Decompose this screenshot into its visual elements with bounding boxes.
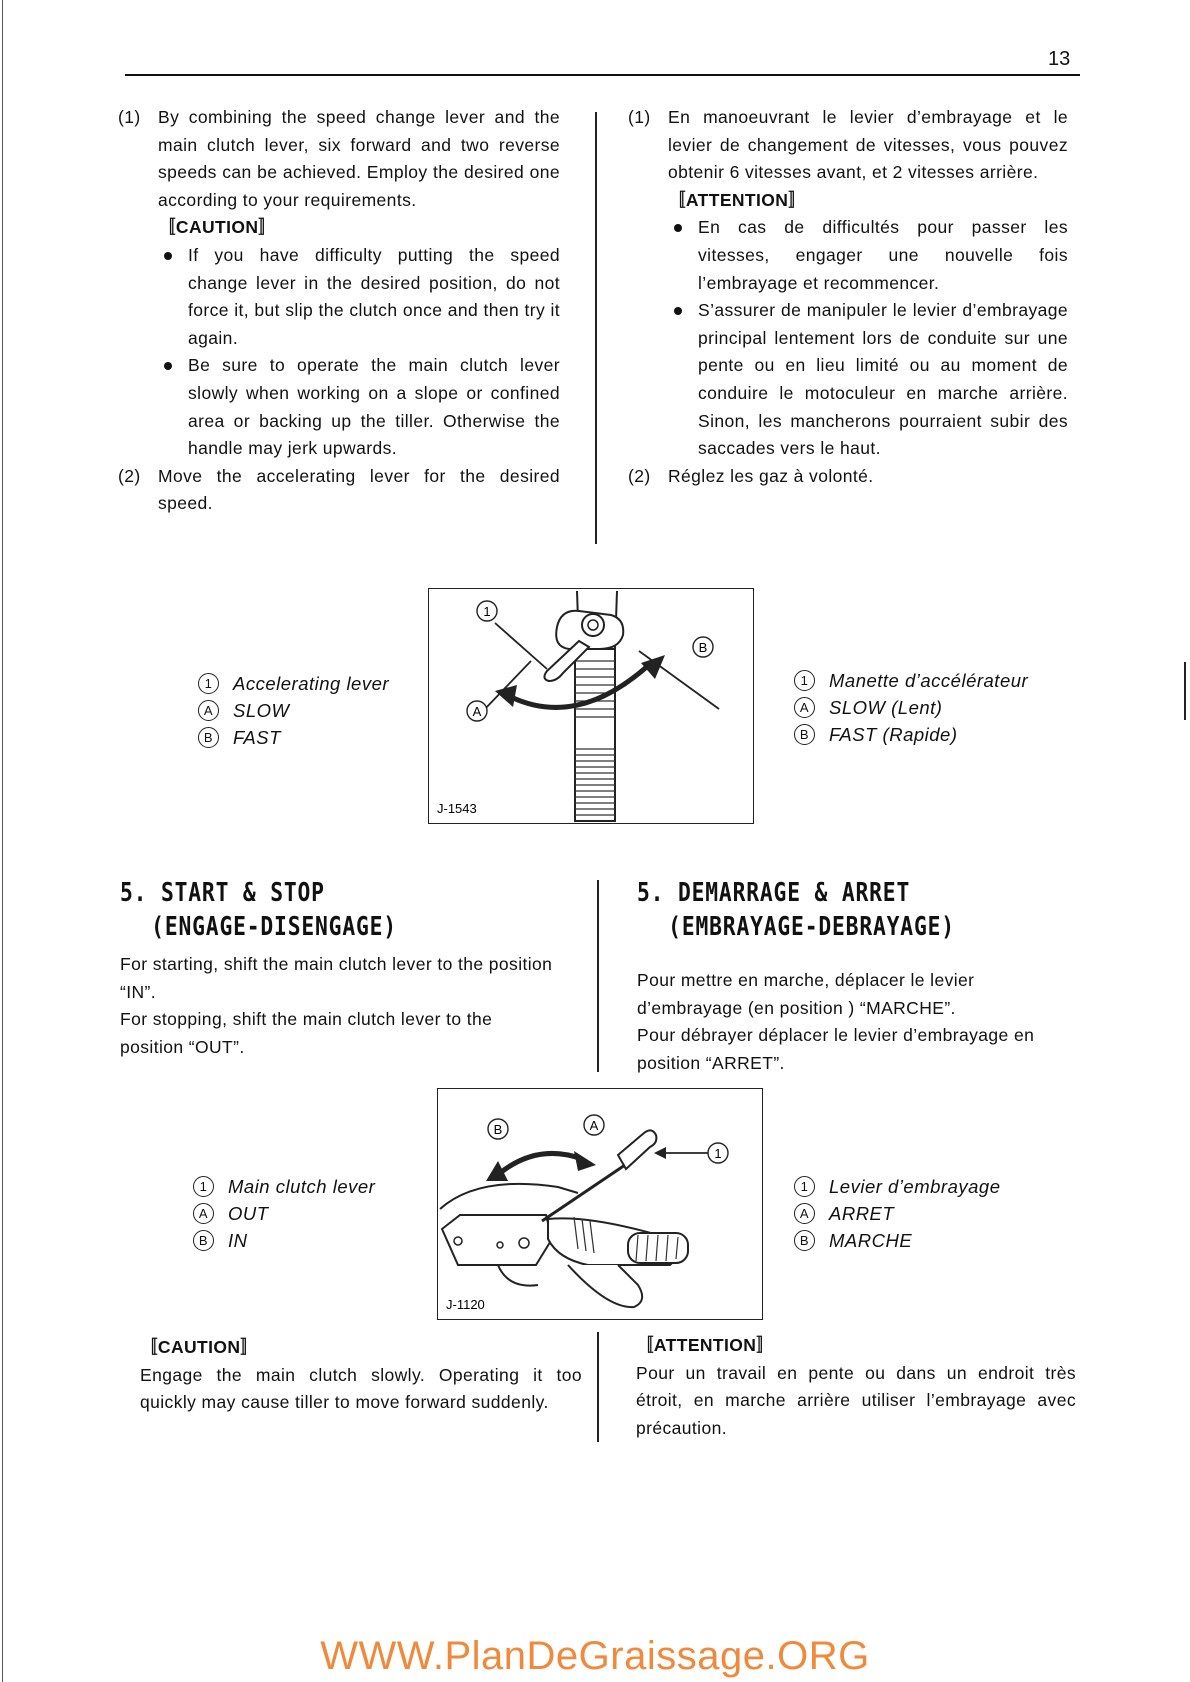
legend-text: ARRET	[829, 1203, 895, 1224]
column-divider-middle	[597, 880, 599, 1072]
legend-row	[794, 694, 1028, 721]
figure2-legend-fr	[794, 1173, 1000, 1254]
legend-row	[198, 670, 389, 697]
legend-text: IN	[228, 1230, 248, 1251]
legend-text: FAST	[233, 727, 281, 748]
legend-symbol: B	[794, 1230, 815, 1251]
fr-item-1	[628, 104, 1068, 187]
figure-code: J-1543	[437, 801, 477, 816]
figure2-legend-en	[193, 1173, 375, 1254]
en-item-1	[118, 104, 560, 214]
legend-text: FAST (Rapide)	[829, 724, 958, 745]
item-text: Move the accelerating lever for the desired speed.	[158, 465, 560, 514]
item-text: Réglez les gaz à volonté.	[668, 465, 874, 486]
bullet-text: En cas de difficultés pour passer les vitesses, engager une nouvelle fois l’embrayage et recommencer.	[698, 217, 1068, 293]
legend-row	[193, 1227, 375, 1254]
legend-symbol: A	[794, 697, 815, 718]
callout-a: A	[589, 1118, 599, 1133]
legend-row	[794, 1173, 1000, 1200]
legend-text: Accelerating lever	[233, 673, 390, 694]
legend-symbol: A	[193, 1203, 214, 1224]
page-number: 13	[1048, 48, 1071, 70]
legend-text: Manette d’accélérateur	[829, 670, 1029, 691]
caution-label: 〚CAUTION〛	[140, 1337, 259, 1357]
callout-1: 1	[483, 604, 491, 619]
caution-label: 〚CAUTION〛	[158, 217, 277, 238]
scan-edge-mark	[1184, 662, 1186, 720]
paragraph: Pour mettre en marche, déplacer le levier d’embrayage (en position ) “MARCHE”.	[637, 970, 975, 1018]
bullet-icon	[674, 307, 682, 315]
attention-label: 〚ATTENTION〛	[668, 189, 807, 210]
header-rule	[125, 74, 1080, 76]
figure-accelerating-lever	[428, 588, 754, 824]
item-text: En manoeuvrant le levier d’embrayage et le levier de changement de vitesses, vous pouvez obtenir 6 vitesses avant, et 2 vitesses arrière.	[668, 107, 1068, 183]
bullet-icon	[674, 224, 682, 232]
caution-en	[140, 1334, 582, 1417]
callout-b: B	[698, 640, 708, 655]
item-number: (1)	[628, 107, 651, 127]
legend-text: OUT	[228, 1203, 269, 1224]
legend-row	[193, 1200, 375, 1227]
fr-item-2	[628, 463, 1068, 491]
bullet-text: If you have difficulty putting the speed change lever in the desired position, do not force it, but slip the clutch once and then try it again.	[188, 244, 560, 348]
bullet-item	[668, 214, 1068, 297]
legend-row	[794, 1227, 1000, 1254]
legend-text: Levier d’embrayage	[829, 1176, 1001, 1197]
item-number: (2)	[118, 465, 141, 486]
figure-code: J-1120	[446, 1297, 485, 1312]
figure1-legend-fr	[794, 667, 1028, 748]
callout-a: A	[472, 704, 482, 719]
accelerating-lever-illustration	[429, 589, 753, 823]
attention-label: 〚ATTENTION〛	[636, 1335, 775, 1355]
bullet-item	[668, 297, 1068, 463]
heading-line-1: 5. DEMARRAGE & ARRET	[637, 878, 911, 908]
legend-text: SLOW	[233, 700, 290, 721]
legend-symbol: A	[198, 700, 219, 721]
figure-main-clutch-lever	[437, 1088, 763, 1320]
paragraph: For stopping, shift the main clutch lever to the position “OUT”.	[120, 1009, 493, 1057]
scan-edge-line	[2, 0, 3, 1682]
legend-text: SLOW (Lent)	[829, 697, 943, 718]
item-number: (2)	[628, 465, 651, 486]
bullet-icon	[164, 252, 172, 260]
legend-row	[198, 724, 389, 751]
heading-line-2: (EMBRAYAGE-DEBRAYAGE)	[668, 912, 955, 942]
legend-symbol: B	[794, 724, 815, 745]
paragraph: Pour débrayer déplacer le levier d’embrayage en position “ARRET”.	[637, 1025, 1035, 1073]
clutch-lever-illustration	[438, 1089, 762, 1319]
bullet-icon	[164, 362, 172, 370]
legend-symbol: 1	[198, 673, 219, 694]
legend-text: Main clutch lever	[228, 1176, 376, 1197]
legend-symbol: A	[794, 1203, 815, 1224]
fr-instructions	[628, 104, 1068, 490]
legend-symbol: 1	[794, 670, 815, 691]
legend-text: MARCHE	[829, 1230, 913, 1251]
heading-line-1: 5. START & STOP	[120, 878, 325, 908]
column-divider-bottom	[597, 1332, 599, 1442]
en-item-2	[118, 463, 560, 518]
en-instructions	[118, 104, 560, 518]
legend-row	[198, 697, 389, 724]
bullet-item	[158, 352, 560, 462]
watermark: WWW.PlanDeGraissage.ORG	[320, 1634, 870, 1678]
callout-b: B	[493, 1122, 503, 1137]
heading-line-2: (ENGAGE-DISENGAGE)	[151, 912, 397, 942]
attention-fr	[636, 1332, 1076, 1442]
caution-text: Engage the main clutch slowly. Operating it too quickly may cause tiller to move forward suddenly.	[140, 1364, 582, 1413]
legend-symbol: 1	[794, 1176, 815, 1197]
item-number: (1)	[118, 107, 141, 127]
legend-symbol: B	[193, 1230, 214, 1251]
section5-text-en	[120, 951, 560, 1061]
bullet-text: S’assurer de manipuler le levier d’embrayage principal lentement lors de conduite sur une pente ou en lieu limité ou au moment de conduire le motoculeur en marche arrière. Sinon, les mancherons pourraient subir des saccades vers le haut.	[698, 300, 1068, 459]
legend-row	[794, 721, 1028, 748]
attention-text: Pour un travail en pente ou dans un endroit très étroit, en marche arrière utiliser l’embrayage avec précaution.	[636, 1362, 1076, 1438]
paragraph: For starting, shift the main clutch lever to the position “IN”.	[120, 954, 553, 1002]
legend-symbol: B	[198, 727, 219, 748]
legend-row	[794, 1200, 1000, 1227]
bullet-item	[158, 242, 560, 352]
callout-1: 1	[714, 1146, 722, 1161]
figure1-legend-en	[198, 670, 389, 751]
column-divider-top	[595, 112, 597, 544]
section-heading-fr	[637, 876, 955, 944]
section5-text-fr	[637, 967, 1077, 1077]
legend-symbol: 1	[193, 1176, 214, 1197]
legend-row	[794, 667, 1028, 694]
legend-row	[193, 1173, 375, 1200]
item-text: By combining the speed change lever and the main clutch lever, six forward and two reverse speeds can be achieved. Employ the desired one according to your requirements.	[158, 107, 560, 210]
section-heading-en	[120, 876, 397, 944]
bullet-text: Be sure to operate the main clutch lever slowly when working on a slope or confined area or backing up the tiller. Otherwise the handle may jerk upwards.	[188, 355, 560, 459]
